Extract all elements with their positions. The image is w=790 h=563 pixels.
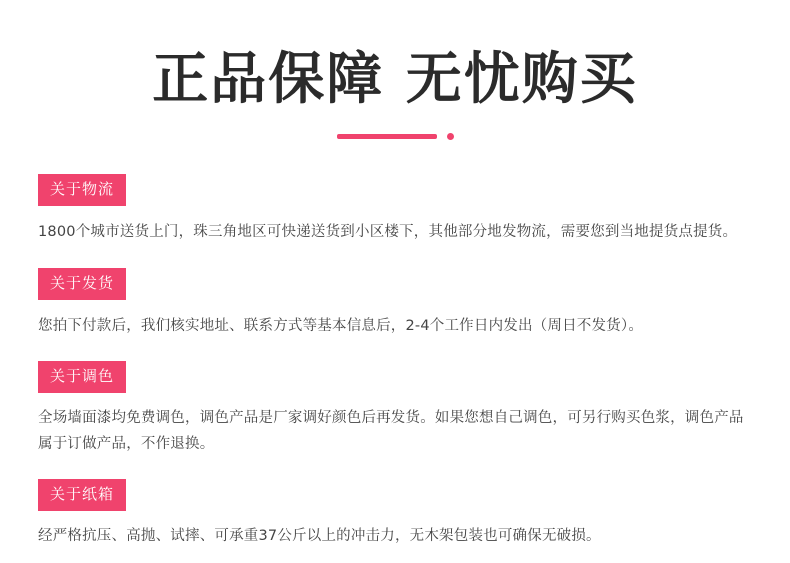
divider-dot-icon [447,133,454,140]
section-logistics [38,174,752,245]
title-divider [0,132,790,140]
section-text-color-matching: 全场墙面漆均免费调色，调色产品是厂家调好颜色后再发货。如果您想自己调色，可另行购买色浆，调色产品属于订做产品，不作退换。 [38,410,744,452]
section-shipping [38,268,752,339]
section-color-matching [38,361,752,457]
section-tag-logistics: 关于物流 [38,174,126,206]
page-title: 正品保障 无忧购买 [152,47,638,112]
section-tag-shipping: 关于发货 [38,268,126,300]
section-tag-carton: 关于纸箱 [38,479,126,511]
section-tag-color-matching: 关于调色 [38,361,126,393]
section-list [0,174,790,549]
section-text-logistics: 1800个城市送货上门，珠三角地区可快递送货到小区楼下，其他部分地发物流，需要您到当地提货点提货。 [38,224,738,241]
section-text-shipping: 您拍下付款后，我们核实地址、联系方式等基本信息后，2-4个工作日内发出（周日不发货）。 [38,317,644,334]
divider-bar [337,134,437,139]
section-text-carton: 经严格抗压、高抛、试摔、可承重37公斤以上的冲击力，无木架包装也可确保无破损。 [38,527,601,544]
section-carton [38,479,752,549]
